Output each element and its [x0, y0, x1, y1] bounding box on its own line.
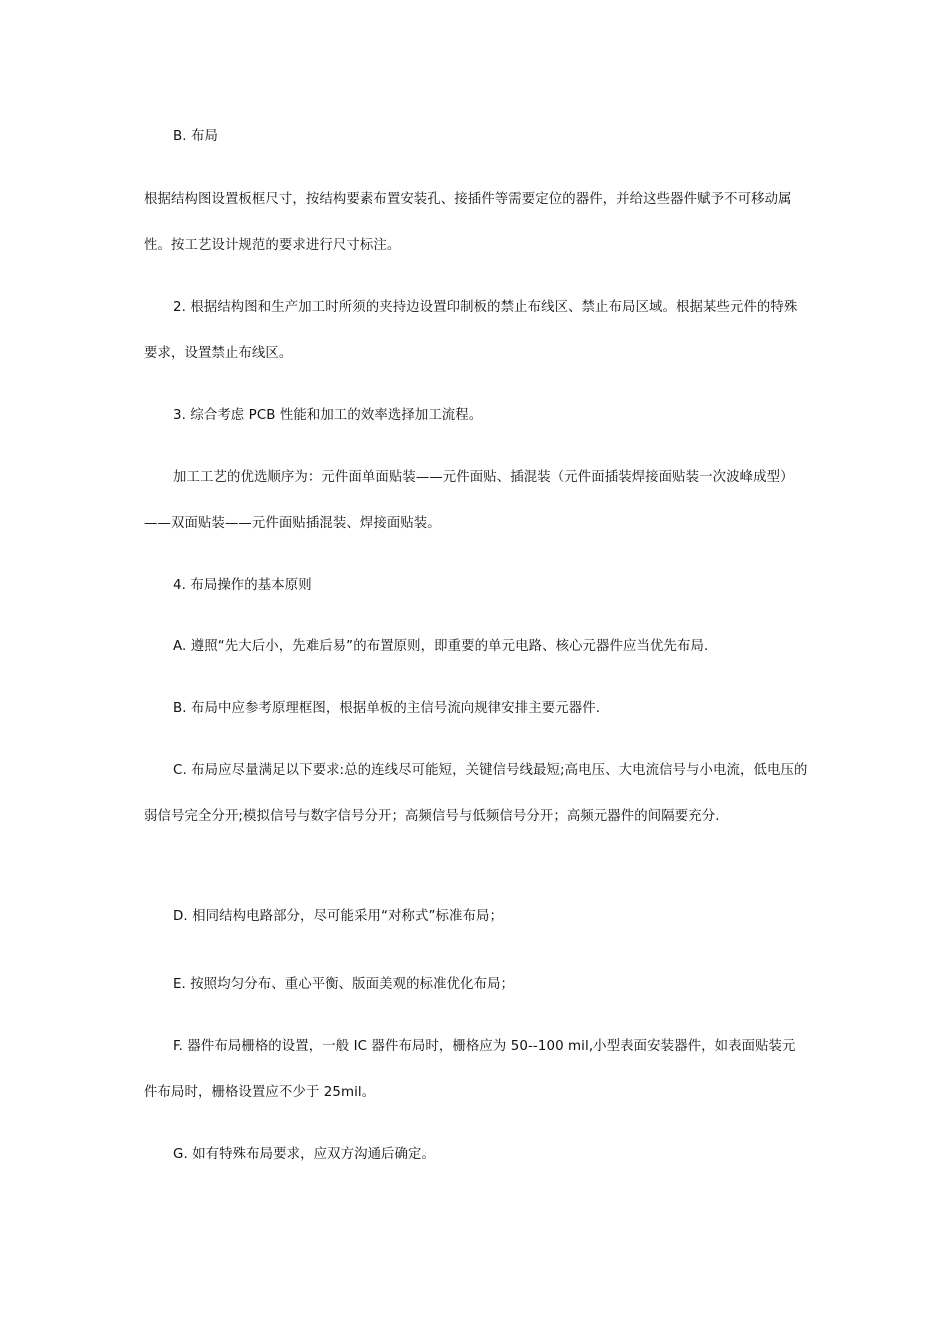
paragraph-process-order: 加工工艺的优选顺序为：元件面单面贴装——元件面贴、插混装（元件面插装焊接面贴装一次波峰成型）——双面贴装——元件面贴插混装、焊接面贴装。 [144, 470, 794, 531]
paragraph-rule-b: B. 布局中应参考原理框图，根据单板的主信号流向规律安排主要元器件. [173, 701, 601, 716]
paragraph-rule-d: D. 相同结构电路部分，尽可能采用“对称式”标准布局； [173, 909, 503, 924]
paragraph-item-3: 3. 综合考虑 PCB 性能和加工的效率选择加工流程。 [173, 408, 483, 423]
paragraph-item-2: 2. 根据结构图和生产加工时所须的夹持边设置印制板的禁止布线区、禁止布局区域。根据某些元件的特殊要求，设置禁止布线区。 [144, 300, 798, 361]
paragraph-rule-g: G. 如有特殊布局要求，应双方沟通后确定。 [173, 1147, 436, 1162]
heading-b-layout: B. 布局 [173, 129, 218, 144]
paragraph-rule-e: E. 按照均匀分布、重心平衡、版面美观的标准优化布局； [173, 977, 515, 992]
heading-item-4: 4. 布局操作的基本原则 [173, 578, 312, 593]
paragraph-board-frame: 根据结构图设置板框尺寸，按结构要素布置安装孔、接插件等需要定位的器件，并给这些器件赋予不可移动属性。按工艺设计规范的要求进行尺寸标注。 [144, 192, 792, 253]
paragraph-rule-c: C. 布局应尽量满足以下要求:总的连线尽可能短，关键信号线最短;高电压、大电流信号与小电流，低电压的弱信号完全分开;模拟信号与数字信号分开；高频信号与低频信号分开；高频元器件的间隔要充分. [144, 763, 808, 824]
paragraph-rule-a: A. 遵照“先大后小，先难后易”的布置原则，即重要的单元电路、核心元器件应当优先布局. [173, 639, 709, 654]
paragraph-rule-f: F. 器件布局栅格的设置，一般 IC 器件布局时，栅格应为 50--100 mil,小型表面安装器件，如表面贴装元件布局时，栅格设置应不少于 25mil。 [144, 1039, 796, 1100]
